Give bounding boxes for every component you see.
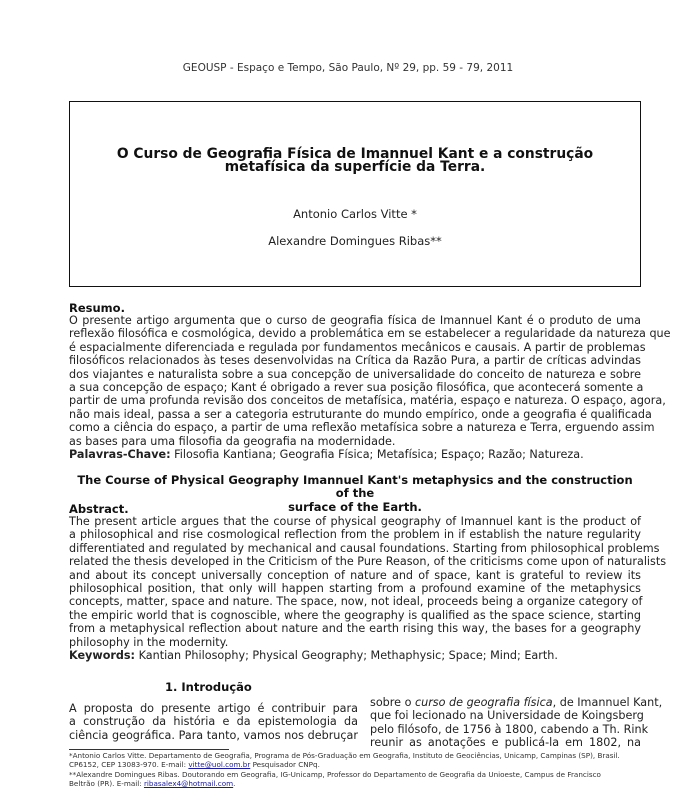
resumo-line: filosóficos relacionados às teses desenvolvidas na Crítica da Razão Pura, a partir de críticas advindas [69, 354, 641, 368]
resumo-heading: Resumo. [69, 301, 125, 315]
right-column [370, 696, 663, 750]
author-name: Alexandre Domingues Ribas** [268, 234, 442, 248]
keywords-label: Keywords: [69, 649, 136, 663]
english-title-line: surface of the Earth. [288, 499, 422, 514]
course-title-italic: curso de geografia física [414, 696, 553, 709]
footnote-text: Pesquisador CNPq. [250, 760, 320, 770]
resumo-line: como a ciência do espaço, a partir de uma reflexão metafísica sobre a natureza e Terra, erguendo assim [69, 421, 655, 435]
resumo-line: é espacialmente diferenciada e regulada por fundamentos mecânicos e causais. A partir de problemas [69, 340, 646, 354]
resumo-line: O presente artigo argumenta que o curso de geografia física de Imannuel Kant é o produto de uma [69, 314, 641, 327]
resumo-line: as bases para uma filosofia da geografia na modernidade. [69, 434, 396, 448]
section-heading: 1. Introdução [165, 680, 252, 694]
keywords-text: Kantian Philosophy; Physical Geography; Methaphysic; Space; Mind; Earth. [135, 649, 558, 663]
resumo-line: partir de uma profunda revisão dos conceitos de metafísica, matéria, espaço e natureza. O espaço, agora, [69, 394, 666, 408]
footnote-line [69, 760, 641, 769]
resumo-line: não mais ideal, passa a ser a categoria estruturante do mundo empírico, onde a geografia é qualificada [69, 407, 652, 421]
abstract-line: the empiric world that is cognoscible, where the geography is qualified as the space science, starting [69, 608, 641, 622]
footnote-text: . [233, 779, 236, 789]
abstract-line: and about its concept universally conception of nature and of space, kant is grateful to review its [69, 568, 641, 582]
body-line: ciência geográfica. Para tanto, vamos nos debruçar [69, 728, 358, 742]
abstract-line: a philosophical and rise cosmological reflection from the problem in if establish the nature regularity [69, 528, 641, 542]
abstract-body [69, 515, 667, 663]
body-text: sobre o [370, 696, 415, 709]
abstract-line: concepts, matter, space and nature. The space, now, not ideal, proceeds being a organize category of [69, 595, 643, 609]
abstract-line: philosophy in the modernity. [69, 635, 229, 649]
resumo-line: reflexão filosófica e cosmológica, devido a problemática em se estabelecer a regularidade da natureza que [69, 327, 671, 341]
email-link[interactable]: vitte@uol.com.br [188, 760, 251, 770]
body-line: a construção da história e da epistemologia da [69, 715, 358, 729]
footnote-text: CP6152, CEP 13083-970. E-mail: [69, 760, 189, 770]
footnote-line: **Alexandre Domingues Ribas. Doutorando em Geografia, IG-Unicamp, Professor do Departamento de Geografia da Unioeste, Campus de Francisco [69, 769, 601, 779]
english-title [69, 474, 641, 514]
english-title-line: The Course of Physical Geography Imannuel Kant's metaphysics and the construction of the [77, 473, 633, 501]
abstract-line: related the thesis developed in the Criticism of the Pure Reason, of the criticisms come upon of naturalists [69, 555, 667, 569]
body-line: reunir as anotações e publicá-la em 1802, na [370, 736, 641, 750]
resumo-body [69, 314, 671, 462]
footnote-line: *Antonio Carlos Vitte. Departamento de Geografia, Programa de Pós-Graduação em Geografia, Instituto de Geociências, Unicamp, Campinas (SP), Brasil. [69, 751, 620, 760]
footnote-line [69, 779, 641, 788]
keywords [69, 649, 641, 662]
left-column [69, 702, 358, 742]
article-title-line: O Curso de Geografia Física de Imannuel Kant e a construção [116, 146, 594, 162]
footnote-rule [69, 749, 229, 750]
author-name: Antonio Carlos Vitte * [293, 207, 417, 221]
footnote-text: Beltrão (PR). E-mail: [69, 779, 144, 789]
article-title-line: metafísica da superfície da Terra. [224, 159, 486, 175]
abstract-line: The present article argues that the course of physical geography of Imannuel kant is the product of [69, 515, 641, 528]
palavras-chave [69, 448, 641, 461]
palavras-chave-label: Palavras-Chave: [69, 448, 171, 462]
email-link[interactable]: ribasalex4@hotmail.com [143, 779, 234, 789]
resumo-line: dos viajantes e naturalista sobre a sua concepção de universalidade do conceito de natureza e sobre [69, 367, 641, 381]
abstract-line: differentiated and regulated by mechanical and causal foundations. Starting from philosophical problems [69, 541, 660, 555]
abstract-line: philosophical position, that only will happen starting from a profound examine of the metaphysics [69, 582, 641, 596]
running-head: GEOUSP - Espaço e Tempo, São Paulo, Nº 29, pp. 59 - 79, 2011 [182, 62, 514, 74]
resumo-line: a sua concepção de espaço; Kant é obrigado a rever sua posição filosófica, que acontecerá somente a [69, 381, 644, 395]
body-text: , de Imannuel Kant, [552, 696, 663, 709]
abstract-line: from a metaphysical reflection about nature and the earth rising this way, the bases for a geography [69, 622, 641, 636]
abstract-heading: Abstract. [69, 502, 129, 516]
title-box [69, 101, 641, 287]
body-line: pelo filósofo, de 1756 à 1800, cabendo a Th. Rink [370, 722, 649, 736]
footnotes [69, 751, 641, 789]
article-title [70, 148, 640, 174]
body-line: A proposta do presente artigo é contribuir para [69, 702, 358, 715]
body-line: que foi lecionado na Universidade de Koingsberg [370, 709, 644, 723]
palavras-chave-text: Filosofia Kantiana; Geografia Física; Metafísica; Espaço; Razão; Natureza. [170, 448, 584, 462]
body-line [370, 696, 663, 709]
